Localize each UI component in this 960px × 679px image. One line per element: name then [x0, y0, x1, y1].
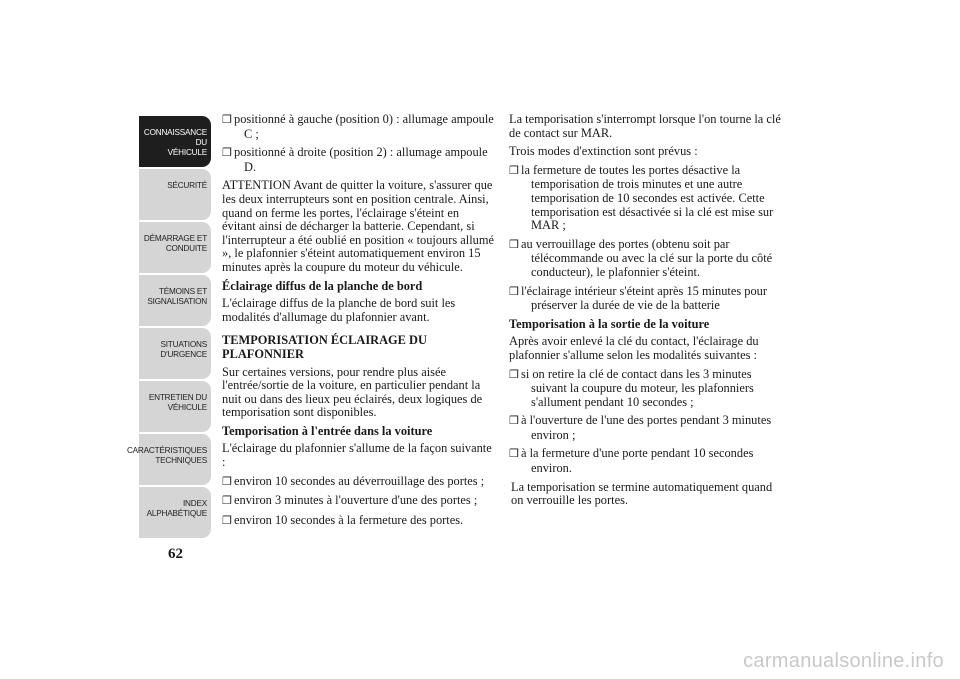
paragraph: Après avoir enlevé la clé du contact, l'éclairage du plafonnier s'allume selon les modalités suivantes :: [509, 334, 759, 362]
text-column-right: [509, 113, 785, 513]
paragraph: La temporisation se termine automatiquement quand on verrouille les portes.: [511, 479, 773, 508]
paragraph: Sur certaines versions, pour rendre plus aisée l'entrée/sortie de la voiture, en particulier pendant la nuit ou dans des lieux peu éclairés, deux logiques de temporisation sont disponibles.: [222, 364, 483, 420]
heading-temporisation-sortie: Temporisation à la sortie de la voiture: [509, 316, 710, 331]
text-column-left: [222, 113, 494, 533]
list-item: ❒ au verrouillage des portes (obtenu soit par télécommande ou avec la clé sur la porte du côté conducteur), le plafonnier s'éteint.: [509, 236, 773, 279]
tab-situations-d-urgence[interactable]: SITUATIONS D'URGENCE: [139, 328, 211, 379]
list-item: ❒ positionné à droite (position 2) : allumage ampoule D.: [222, 145, 488, 174]
checkbox-bullet-icon: ❒: [509, 164, 519, 177]
tab-entretien-du-vehicule[interactable]: ENTRETIEN DU VÉHICULE: [139, 381, 211, 432]
checkbox-bullet-icon: ❒: [509, 285, 519, 298]
checkbox-bullet-icon: ❒: [222, 475, 232, 488]
checkbox-bullet-icon: ❒: [222, 114, 232, 126]
list-item: ❒ positionné à gauche (position 0) : allumage ampoule C ;: [222, 112, 494, 141]
heading-eclairage-diffus: Éclairage diffus de la planche de bord: [222, 278, 423, 293]
watermark: carmanualsonline.info: [743, 650, 944, 672]
checkbox-bullet-icon: ❒: [509, 368, 519, 381]
list-item: ❒ si on retire la clé de contact dans les 3 minutes suivant la coupure du moteur, les plafonniers s'allument pendant 10 secondes ;: [509, 366, 754, 409]
checkbox-bullet-icon: ❒: [509, 238, 519, 251]
checkbox-bullet-icon: ❒: [222, 514, 232, 527]
list-item: ❒ à la fermeture d'une porte pendant 10 secondes environ.: [509, 446, 754, 476]
chapter-tabs: [126, 116, 211, 540]
paragraph: L'éclairage du plafonnier s'allume de la façon suivante :: [222, 441, 492, 470]
checkbox-bullet-icon: ❒: [222, 495, 232, 508]
paragraph-attention: ATTENTION Avant de quitter la voiture, s'assurer que les deux interrupteurs sont en position centrale. Ainsi, quand on ferme les portes, l'éclairage s'éteint en évitant ainsi de décharger la batterie. Cependant, si l'interrupteur a été oublié en position « toujours allumé », le plafonnier s'éteint automatiquement environ 15 minutes après la coupure du moteur du véhicule.: [222, 178, 495, 274]
heading-temporisation: TEMPORISATION ÉCLAIRAGE DU PLAFONNIER: [222, 333, 427, 361]
tab-caracteristiques-techniques[interactable]: CARACTÉRISTIQUES TECHNIQUES: [139, 434, 211, 485]
tab-temoins-et-signalisation[interactable]: TÉMOINS ET SIGNALISATION: [139, 275, 211, 326]
paragraph: La temporisation s'interrompt lorsque l'on tourne la clé de contact sur MAR.: [509, 112, 781, 140]
checkbox-bullet-icon: ❒: [222, 147, 232, 160]
list-item: ❒ la fermeture de toutes les portes désactive la temporisation de trois minutes et une autre temporisation de 10 secondes est activée. Cette temporisation est désactivée si la clé est mise sur MAR ;: [509, 162, 774, 233]
page-number: 62: [168, 546, 183, 562]
heading-temporisation-entree: Temporisation à l'entrée dans la voiture: [222, 423, 433, 438]
checkbox-bullet-icon: ❒: [509, 448, 519, 461]
tab-connaissance-du-vehicule[interactable]: CONNAISSANCE DU VÉHICULE: [139, 116, 211, 167]
list-item: ❒ environ 3 minutes à l'ouverture d'une des portes ;: [222, 493, 478, 508]
paragraph: L'éclairage diffus de la planche de bord suit les modalités d'allumage du plafonnier avant.: [222, 296, 456, 324]
paragraph: Trois modes d'extinction sont prévus :: [509, 144, 698, 159]
checkbox-bullet-icon: ❒: [509, 415, 519, 428]
tab-securite[interactable]: SÉCURITÉ: [139, 169, 211, 220]
tab-index-alphabetique[interactable]: INDEX ALPHABÉTIQUE: [139, 487, 211, 538]
list-item: ❒ à l'ouverture de l'une des portes pendant 3 minutes environ ;: [509, 413, 772, 442]
list-item: ❒ environ 10 secondes à la fermeture des portes.: [222, 512, 464, 527]
tab-demarrage-et-conduite[interactable]: DÉMARRAGE ET CONDUITE: [139, 222, 211, 273]
list-item: ❒ l'éclairage intérieur s'éteint après 15 minutes pour préserver la durée de vie de la batterie: [509, 283, 767, 313]
list-item: ❒ environ 10 secondes au déverrouillage des portes ;: [222, 473, 485, 488]
